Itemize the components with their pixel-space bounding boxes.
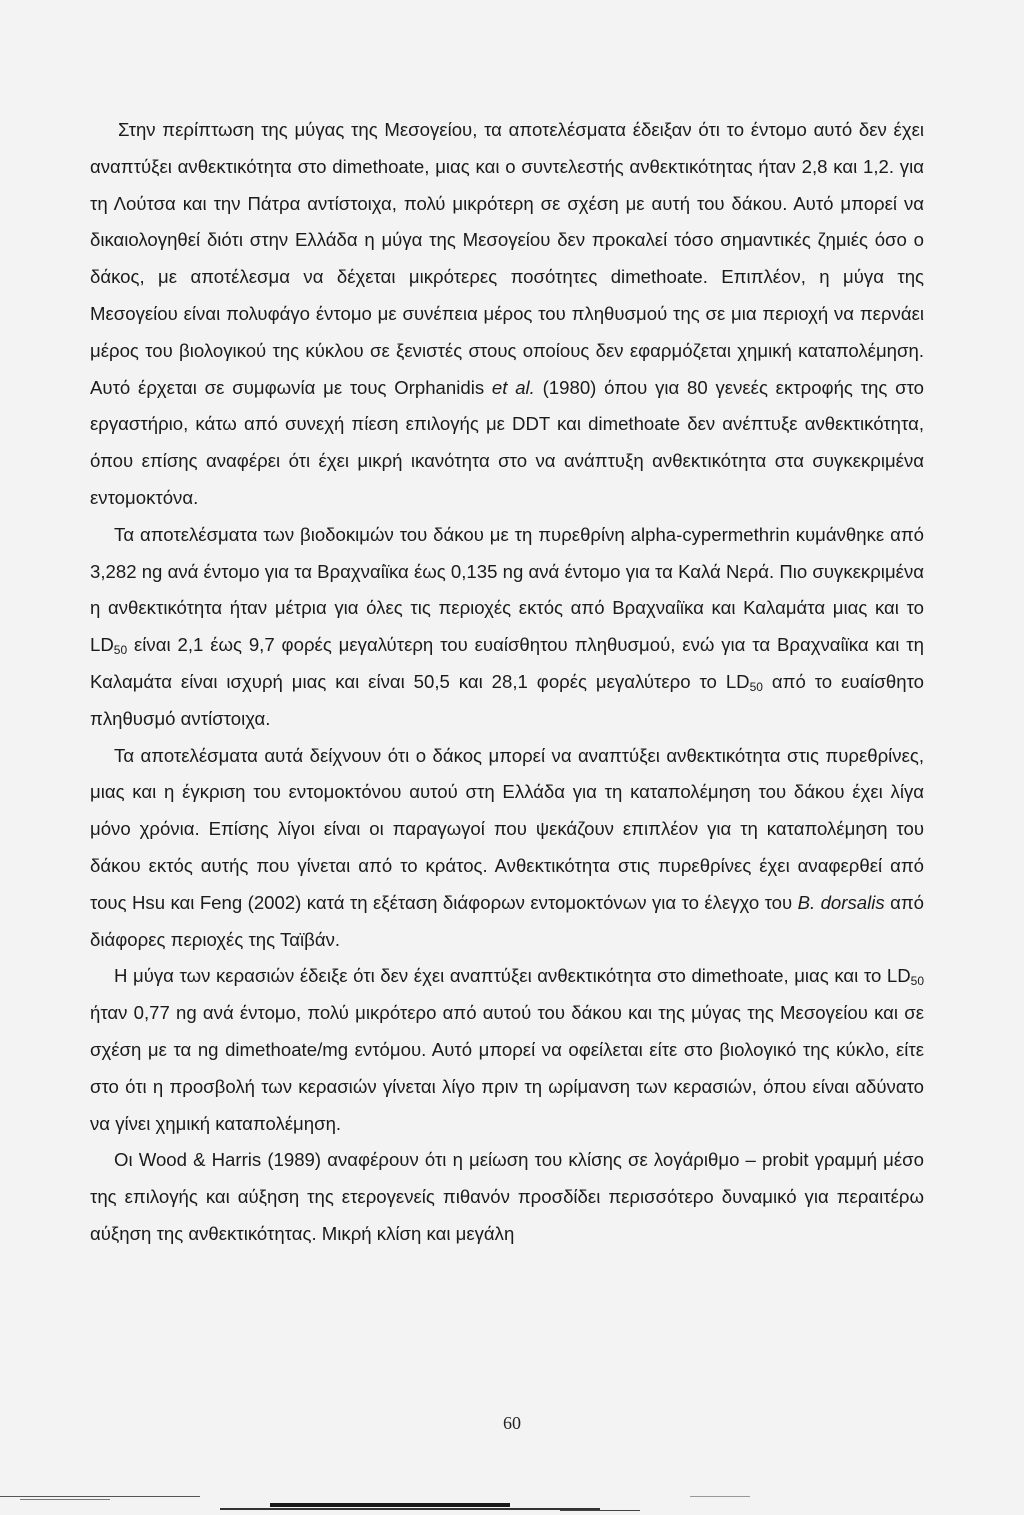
- paragraph: [90, 112, 924, 517]
- text-run: Η μύγα των κερασιών έδειξε ότι δεν έχει αναπτύξει ανθεκτικότητα στο dimethoate, μιας και το LD: [114, 965, 911, 987]
- paragraph: [90, 738, 924, 959]
- italic-text: et al.: [491, 376, 535, 398]
- text-run: Τα αποτελέσματα αυτά δείχνουν ότι ο δάκος μπορεί να αναπτύξει ανθεκτικότητα στις πυρεθρίνες, μιας και η έγκριση του εντομοκτόνου αυτού στη Ελλάδα για τη καταπολέμηση του δάκου έχει λίγα μόνο χρόνια. Επίσης λίγοι είναι οι παραγωγοί που ψεκάζουν επιπλέον για τη καταπολέμηση του δάκου εκτός αυτής που γίνεται από το κράτος. Ανθεκτικότητα στις πυρεθρίνες έχει αναφερθεί από τους Hsu και Feng (2002) κατά τη εξέταση διάφορων εντομοκτόνων για το έλεγχο του: [90, 744, 924, 913]
- italic-text: B. dorsalis: [797, 891, 885, 913]
- text-run: Τα αποτελέσματα των βιοδοκιμών του δάκου με τη πυρεθρίνη alpha-cypermethrin κυμάνθηκε από 3,282 ng ανά έντομο για τα Βραχναίϊκα έως 0,135 ng ανά έντομο για τα Καλά Νερά. Πιο συγκεκριμένα η ανθεκτικότητα ήταν μέτρια για όλες τις περιοχές εκτός από Βραχναίϊκα και Καλαμάτα μιας και το LD: [90, 523, 924, 656]
- paragraph: [90, 517, 924, 738]
- paragraph: [90, 1142, 924, 1252]
- text-run: Στην περίπτωση της μύγας της Μεσογείου, τα αποτελέσματα έδειξαν ότι το έντομο αυτό δεν έχει αναπτύξει ανθεκτικότητα στο dimethoate, μιας και ο συντελεστής ανθεκτικότητας ήταν 2,8 και 1,2. για τη Λούτσα και την Πάτρα αντίστοιχα, πολύ μικρότερη σε σχέση με αυτή του δάκου. Αυτό μπορεί να δικαιολογηθεί διότι στην Ελλάδα η μύγα της Μεσογείου δεν προκαλεί τόσο σημαντικές ζημιές όσο ο δάκος, με αποτέλεσμα να δέχεται μικρότερες ποσότητες dimethoate. Επιπλέον, η μύγα της Μεσογείου είναι πολυφάγο έντομο με συνέπεια μέρος του πληθυσμού της σε μια περιοχή να περνάει μέρος του βιολογικού της κύκλου σε ξενιστές στους οποίους δεν εφαρμόζεται χημική καταπολέμηση. Αυτό έρχεται σε συμφωνία με τους Orphanidis: [90, 119, 924, 398]
- text-run: από το ευαίσθητο πληθυσμό αντίστοιχα.: [90, 670, 924, 729]
- subscript-text: 50: [113, 643, 128, 658]
- scan-artifact-line: [0, 1496, 200, 1497]
- subscript-text: 50: [749, 679, 763, 694]
- text-run: (1980) όπου για 80 γενεές εκτροφής της στο εργαστήριο, κάτω από συνεχή πίεση επιλογής με DDT και dimethoate δεν ανέπτυξε ανθεκτικότητα, όπου επίσης αναφέρει ότι έχει μικρή ικανότητα στο να ανάπτυξη ανθεκτικότητα στα συγκεκριμένα εντομοκτόνα.: [90, 376, 924, 508]
- document-body: [90, 112, 924, 1253]
- subscript-text: 50: [910, 974, 924, 989]
- scan-artifact-line: [20, 1499, 110, 1500]
- text-run: είναι 2,1 έως 9,7 φορές μεγαλύτερη του ευαίσθητου πληθυσμού, ενώ για τα Βραχναίϊκα και τη Καλαμάτα είναι ισχυρή μιας και είναι 50,5 και 28,1 φορές μεγαλύτερο το LD: [90, 634, 924, 692]
- text-run: από διάφορες περιοχές της Ταϊβάν.: [90, 891, 924, 950]
- text-run: ήταν 0,77 ng ανά έντομο, πολύ μικρότερο από αυτού του δάκου και της μύγας της Μεσογείου και σε σχέση με τα ng dimethoate/mg εντόμου. Αυτό μπορεί να οφείλεται είτε στο βιολογικό της κύκλο, είτε στο ότι η προσβολή των κερασιών γίνεται λίγο πριν τη ωρίμανση των κερασιών, όπου είναι αδύνατο να γίνει χημική καταπολέμηση.: [90, 1002, 924, 1134]
- paragraph: [90, 958, 924, 1142]
- scan-artifact-line: [270, 1503, 510, 1507]
- text-run: Οι Wood & Harris (1989) αναφέρουν ότι η μείωση του κλίσης σε λογάριθμο – probit γραμμή μέσο της επιλογής και αύξηση της ετερογενείς πιθανόν προσδίδει περισσότερο δυναμικό για περαιτέρω αύξηση της ανθεκτικότητας. Μικρή κλίση και μεγάλη: [90, 1149, 924, 1244]
- page-number: 60: [503, 1413, 521, 1433]
- scan-artifact-line: [690, 1496, 750, 1497]
- scan-artifact-line: [560, 1510, 640, 1511]
- scan-artifact-line: [220, 1508, 600, 1510]
